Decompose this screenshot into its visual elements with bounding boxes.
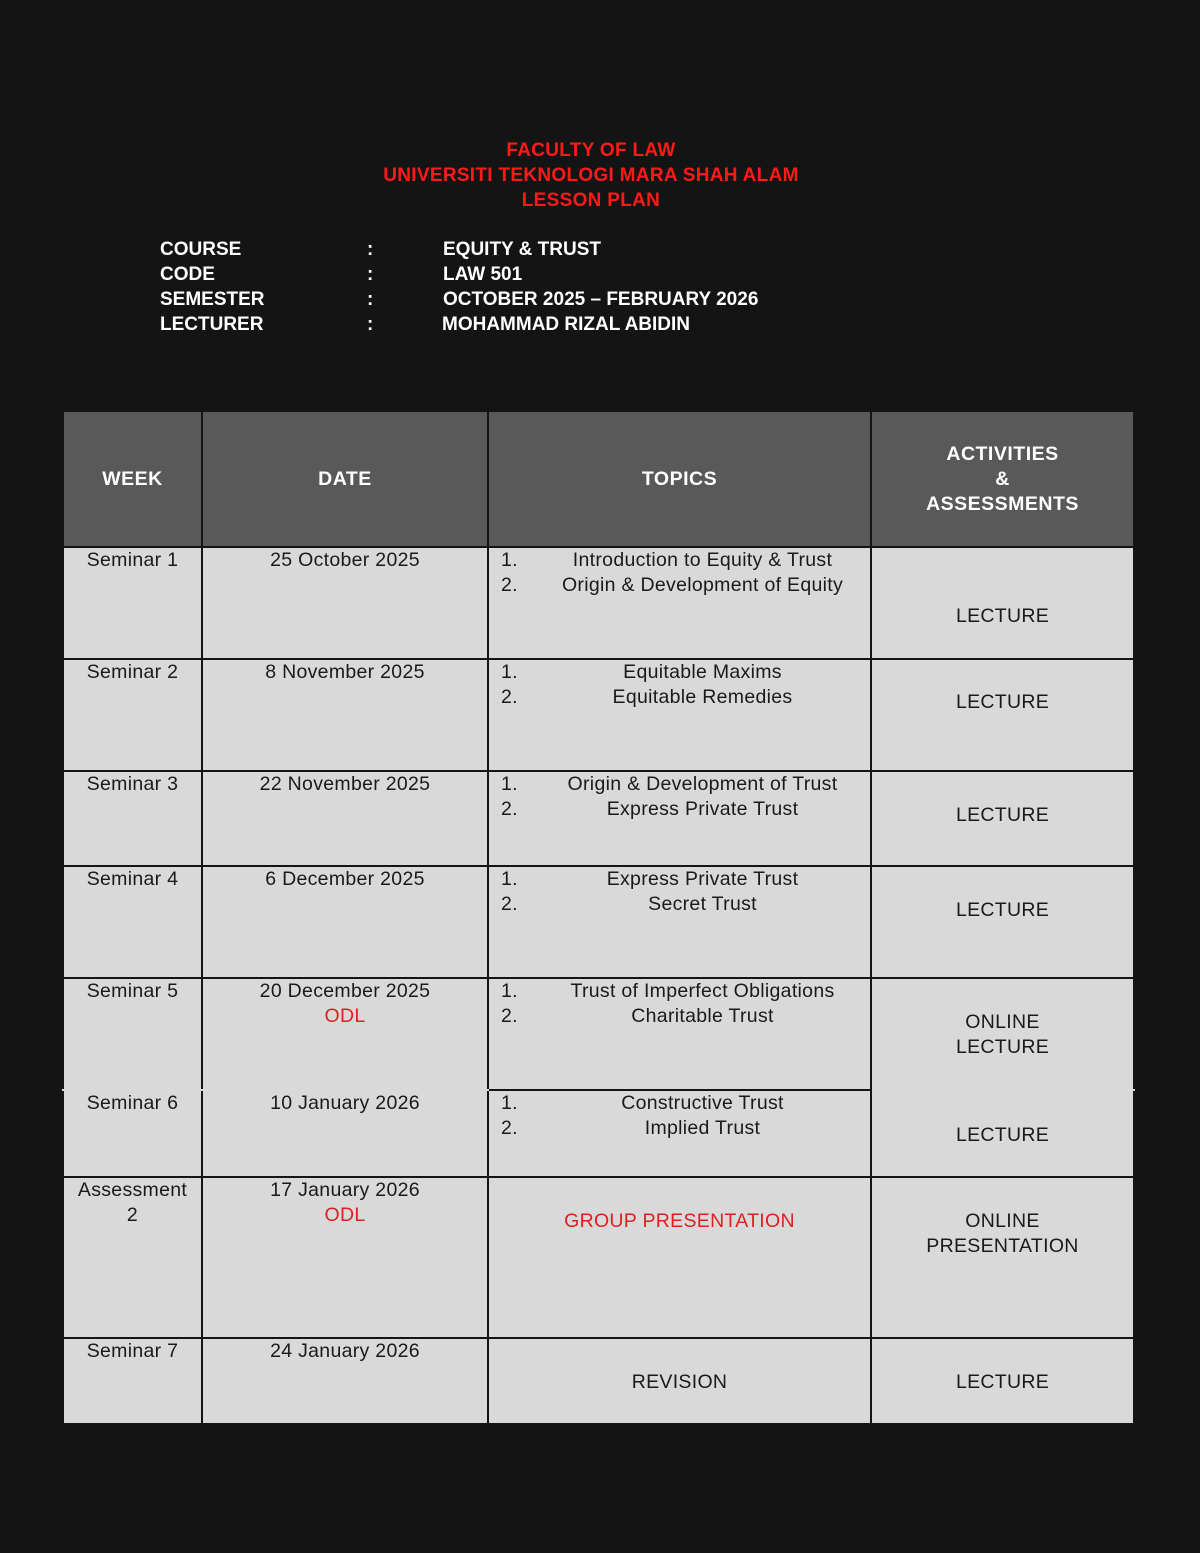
table-row (63, 659, 1134, 771)
list-item: 1. Introduction to Equity & Trust (501, 549, 833, 571)
list-item: 2. Charitable Trust (501, 1005, 774, 1027)
activity-cell (871, 866, 1134, 978)
table-row (63, 978, 1134, 1090)
topic-text: Constructive Trust (621, 1092, 784, 1114)
activity-cell (871, 1177, 1134, 1338)
topic-list (489, 867, 870, 917)
topic-list (489, 772, 870, 822)
date-cell: 8 November 2025 (202, 659, 488, 771)
activity-text: LECTURE (955, 899, 1050, 921)
list-item: 2. Implied Trust (501, 1117, 761, 1139)
header-topics: TOPICS (488, 411, 871, 547)
header-activities-line1: ACTIVITIES (946, 442, 1059, 465)
activity-cell (871, 1338, 1134, 1424)
list-item: 1. Origin & Development of Trust (501, 773, 838, 795)
header-activities (871, 411, 1134, 547)
list-item: 2. Secret Trust (501, 893, 757, 915)
topic-text: REVISION (631, 1371, 728, 1393)
topic-text: Secret Trust (648, 893, 757, 915)
lecturer-value: MOHAMMAD RIZAL ABIDIN (442, 314, 691, 335)
activity-text: LECTURE (955, 1371, 1050, 1393)
activity-text: ONLINE (965, 1210, 1040, 1232)
document-type: LESSON PLAN (521, 190, 661, 211)
date-cell: 24 January 2026 (202, 1338, 488, 1424)
list-item: 1. Constructive Trust (501, 1092, 784, 1114)
table-header-row (63, 411, 1134, 547)
activity-text: LECTURE (955, 1036, 1050, 1058)
topic-list (489, 979, 870, 1029)
activity-text: ONLINE (965, 1011, 1040, 1033)
topic-text: Charitable Trust (631, 1005, 774, 1027)
list-item: 1. Express Private Trust (501, 868, 799, 890)
topic-text: Introduction to Equity & Trust (572, 549, 833, 571)
topic-list (489, 660, 870, 710)
header-activities-line3: ASSESSMENTS (926, 492, 1079, 515)
topics-cell (488, 1177, 871, 1338)
topic-text: Equitable Maxims (623, 661, 782, 683)
activity-text: LECTURE (955, 691, 1050, 713)
list-item: 1. Equitable Maxims (501, 661, 782, 683)
topic-text: Express Private Trust (606, 798, 799, 820)
topic-list (489, 548, 870, 598)
week-cell: Seminar 1 (63, 547, 202, 659)
code-colon: : (367, 264, 374, 285)
odl-note: ODL (324, 1204, 366, 1226)
semester-value: OCTOBER 2025 – FEBRUARY 2026 (443, 289, 759, 310)
date-cell: 6 December 2025 (202, 866, 488, 978)
table-row (63, 1090, 1134, 1177)
activity-cell (871, 547, 1134, 659)
topic-list (489, 1091, 870, 1141)
list-item: 1. Trust of Imperfect Obligations (501, 980, 835, 1002)
activity-text: LECTURE (955, 605, 1050, 627)
topics-cell (488, 547, 871, 659)
date-cell: 22 November 2025 (202, 771, 488, 866)
table-row (63, 547, 1134, 659)
activity-text: LECTURE (955, 1124, 1050, 1146)
week-cell: Seminar 3 (63, 771, 202, 866)
date-text: 20 December 2025 (259, 980, 431, 1002)
date-cell: 25 October 2025 (202, 547, 488, 659)
semester-label: SEMESTER (160, 289, 265, 310)
topic-text: Express Private Trust (606, 868, 799, 890)
week-cell (63, 1177, 202, 1338)
odl-note: ODL (324, 1005, 366, 1027)
topics-cell (488, 1338, 871, 1424)
topics-cell (488, 771, 871, 866)
topic-text: GROUP PRESENTATION (564, 1210, 795, 1232)
faculty-name: FACULTY OF LAW (506, 140, 676, 161)
table-row (63, 1177, 1134, 1338)
activity-cell (871, 659, 1134, 771)
week-cell: Seminar 6 (63, 1090, 202, 1177)
topics-cell (488, 1090, 871, 1177)
assessment-label: Assessment (77, 1179, 188, 1201)
week-cell: Seminar 2 (63, 659, 202, 771)
list-item: 2. Origin & Development of Equity (501, 574, 844, 596)
week-cell: Seminar 4 (63, 866, 202, 978)
table-row (63, 771, 1134, 866)
header-date: DATE (202, 411, 488, 547)
university-name: UNIVERSITI TEKNOLOGI MARA SHAH ALAM (383, 165, 799, 186)
code-value: LAW 501 (443, 264, 523, 285)
activity-text: LECTURE (955, 804, 1050, 826)
activity-text: PRESENTATION (926, 1235, 1079, 1257)
week-cell: Seminar 7 (63, 1338, 202, 1424)
topic-text: Implied Trust (644, 1117, 761, 1139)
lesson-plan-table (62, 410, 1135, 1425)
week-cell: Seminar 5 (63, 978, 202, 1090)
assessment-number: 2 (126, 1204, 139, 1226)
table-row (63, 1338, 1134, 1424)
date-cell: 10 January 2026 (202, 1090, 488, 1177)
header-week: WEEK (63, 411, 202, 547)
list-item: 2. Express Private Trust (501, 798, 799, 820)
lecturer-colon: : (367, 314, 374, 335)
header-activities-line2: & (995, 467, 1010, 490)
topic-text: Trust of Imperfect Obligations (570, 980, 835, 1002)
activity-cell (871, 978, 1134, 1090)
topics-cell (488, 978, 871, 1090)
code-label: CODE (160, 264, 215, 285)
activity-cell (871, 1090, 1134, 1177)
lecturer-label: LECTURER (160, 314, 264, 335)
table-row (63, 866, 1134, 978)
course-colon: : (367, 239, 374, 260)
topic-text: Origin & Development of Trust (567, 773, 838, 795)
date-cell (202, 1177, 488, 1338)
course-value: EQUITY & TRUST (443, 239, 601, 260)
course-label: COURSE (160, 239, 242, 260)
document-title (0, 138, 1182, 213)
date-text: 17 January 2026 (270, 1179, 420, 1201)
semester-colon: : (367, 289, 374, 310)
activity-cell (871, 771, 1134, 866)
topic-text: Origin & Development of Equity (561, 574, 844, 596)
topics-cell (488, 866, 871, 978)
topic-text: Equitable Remedies (612, 686, 793, 708)
list-item: 2. Equitable Remedies (501, 686, 793, 708)
date-cell (202, 978, 488, 1090)
topics-cell (488, 659, 871, 771)
